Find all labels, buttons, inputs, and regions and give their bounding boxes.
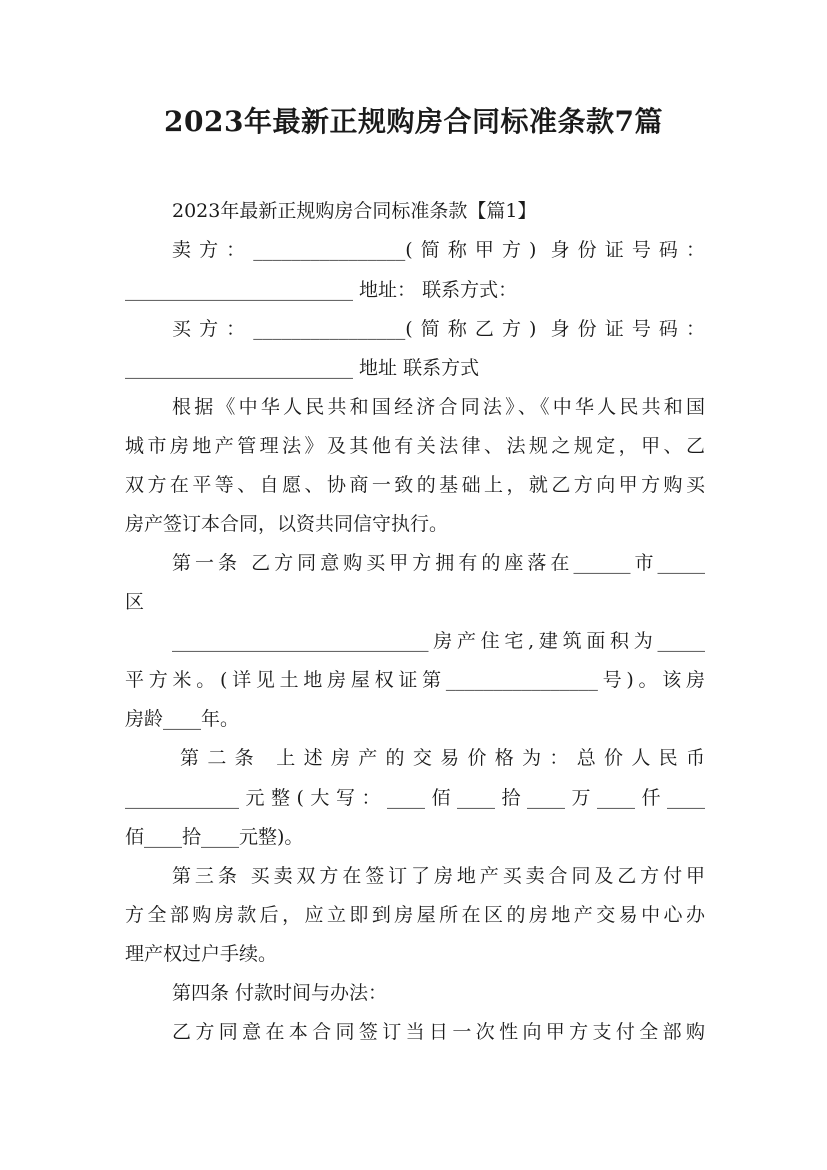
paragraph-line: 双方在平等、自愿、协商一致的基础上，就乙方向甲方购买 bbox=[125, 474, 705, 496]
seller-address-line: ________________________ 地址： 联系方式： bbox=[125, 279, 518, 301]
article-2-line: 第二条 上述房产的交易价格为：总价人民币 bbox=[180, 747, 705, 769]
paragraph-line: 城市房地产管理法》及其他有关法律、法规之规定，甲、乙 bbox=[125, 435, 705, 457]
article-3-line: 理产权过户手续。 bbox=[125, 943, 278, 965]
paragraph-line: 根据《中华人民共和国经济合同法》、《中华人民共和国 bbox=[172, 396, 705, 418]
document-title: 2023年最新正规购房合同标准条款7篇 bbox=[164, 105, 663, 138]
article-3-line: 方全部购房款后，应立即到房屋所在区的房地产交易中心办 bbox=[125, 904, 705, 926]
article-1-line: 平方米。(详见土地房屋权证第________________号)。该房 bbox=[125, 669, 705, 691]
seller-line: 卖方：________________(简称甲方) 身份证号码： bbox=[172, 239, 705, 261]
paragraph-line: 房产签订本合同，以资共同信守执行。 bbox=[125, 513, 449, 535]
article-1-line: 区 bbox=[125, 591, 145, 613]
article-2-line: 佰____拾____元整)。 bbox=[125, 826, 304, 848]
article-1-line: 第一条 乙方同意购买甲方拥有的座落在______市_____ bbox=[172, 552, 705, 574]
article-4-heading: 第四条 付款时间与办法： bbox=[172, 982, 388, 1004]
article-4-line: 乙方同意在本合同签订当日一次性向甲方支付全部购 bbox=[172, 1021, 705, 1043]
section-heading: 2023年最新正规购房合同标准条款【篇1】 bbox=[172, 200, 537, 222]
article-3-line: 第三条 买卖双方在签订了房地产买卖合同及乙方付甲 bbox=[172, 865, 705, 887]
article-1-line: ___________________________房产住宅,建筑面积为_____ bbox=[172, 630, 705, 652]
article-2-line: ____________元整(大写：____佰____拾____万____仟____ bbox=[125, 787, 705, 809]
buyer-line: 买方：________________(简称乙方) 身份证号码： bbox=[172, 318, 705, 340]
buyer-address-line: ________________________ 地址 联系方式 bbox=[125, 357, 480, 379]
article-1-line: 房龄____年。 bbox=[125, 708, 240, 730]
